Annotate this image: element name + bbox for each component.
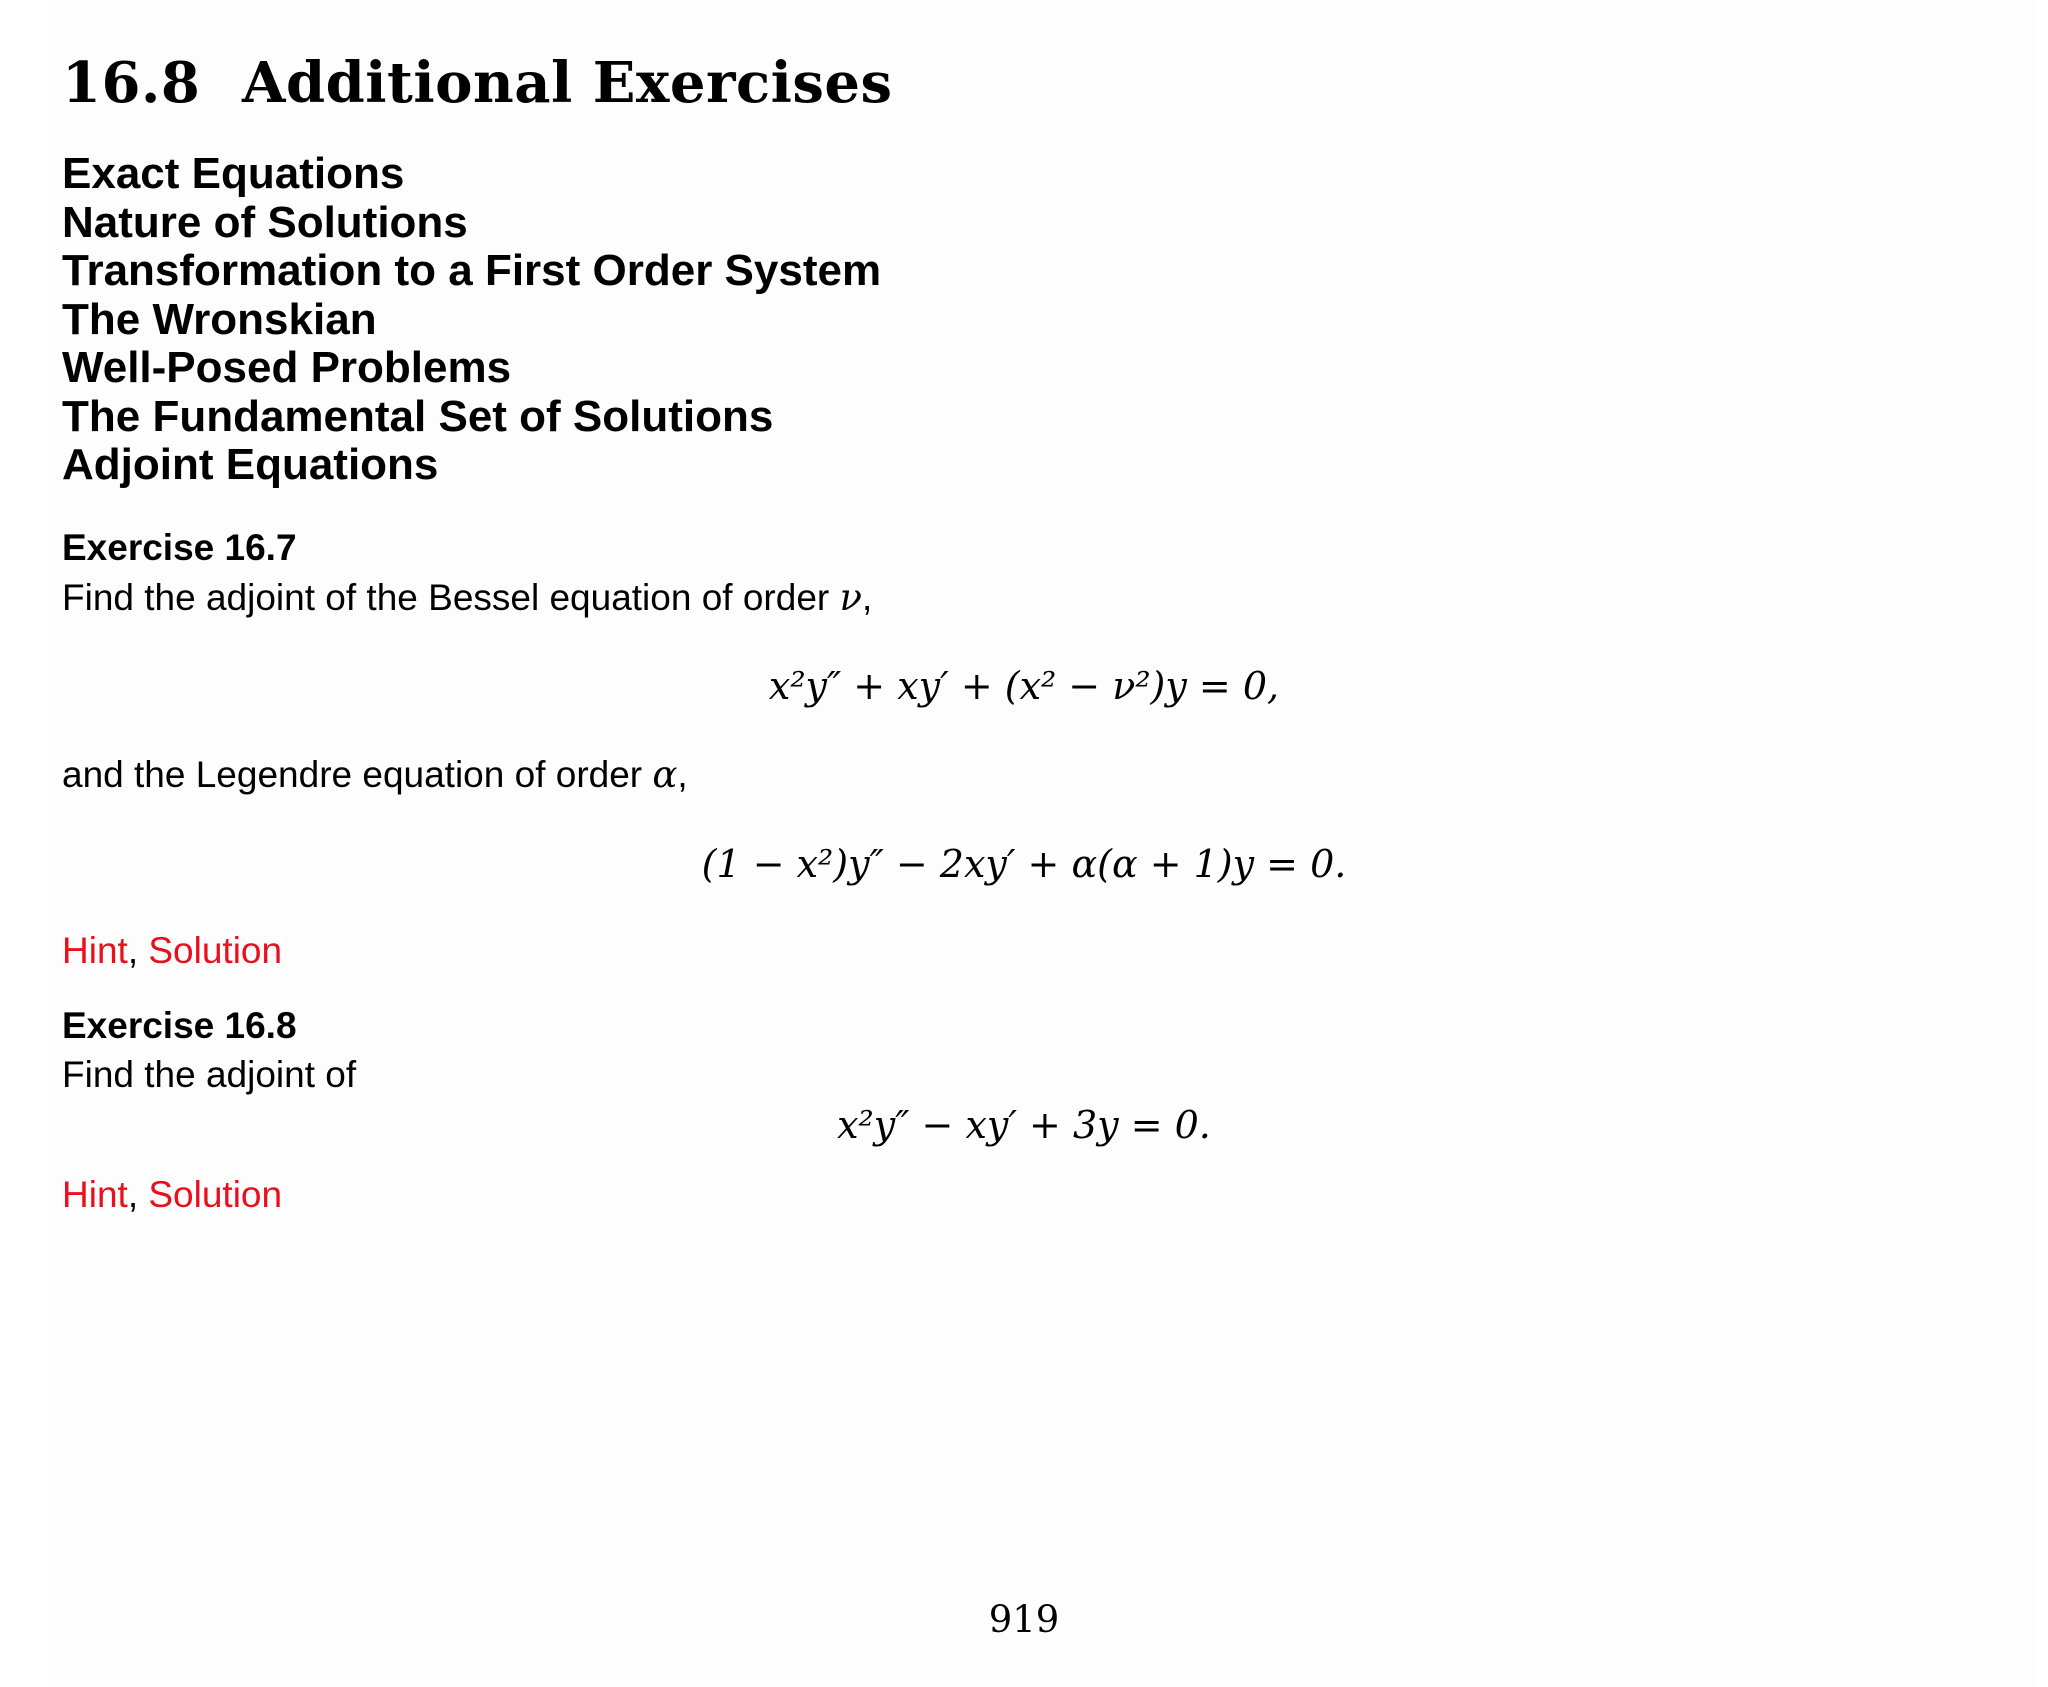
order-symbol-nu: ν <box>839 576 863 619</box>
solution-link[interactable]: Solution <box>148 930 283 971</box>
section-number: 16.8 <box>62 50 201 116</box>
solution-link[interactable]: Solution <box>148 1174 283 1215</box>
topic-list <box>62 150 881 490</box>
topic-item: Nature of Solutions <box>62 197 468 247</box>
bessel-equation: x²y″ + xy′ + (x² − ν²)y = 0, <box>768 664 1280 708</box>
link-separator: , <box>127 1174 139 1215</box>
link-separator: , <box>127 930 139 971</box>
hint-link[interactable]: Hint <box>62 930 128 971</box>
section-title <box>62 50 893 116</box>
exercise-16-7-heading: Exercise 16.7 <box>62 527 297 568</box>
intro-punctuation: , <box>862 577 873 618</box>
topic-item: Adjoint Equations <box>62 440 439 489</box>
order-symbol-alpha: α <box>652 753 678 796</box>
exercise-16-8-equation: x²y″ − xy′ + 3y = 0. <box>837 1103 1211 1147</box>
section-title-text: Additional Exercises <box>242 50 893 116</box>
topic-item: Exact Equations <box>62 149 405 198</box>
exercise-16-7-middle <box>62 753 688 796</box>
legendre-equation: (1 − x²)y″ − 2xy′ + α(α + 1)y = 0. <box>701 842 1347 886</box>
middle-punctuation: , <box>677 754 688 795</box>
exercise-16-7-intro <box>62 576 872 619</box>
topic-item: Well-Posed Problems <box>62 343 512 392</box>
exercise-16-8-intro: Find the adjoint of <box>62 1054 357 1095</box>
exercise-16-7-intro-text: Find the adjoint of the Bessel equation of order <box>62 577 830 618</box>
topic-item: Transformation to a First Order System <box>62 246 882 295</box>
exercise-16-7-middle-text: and the Legendre equation of order <box>62 754 643 795</box>
exercise-16-8-links <box>62 1174 282 1216</box>
topic-item: The Wronskian <box>62 294 377 344</box>
hint-link[interactable]: Hint <box>62 1174 128 1215</box>
topic-item: The Fundamental Set of Solutions <box>62 391 774 441</box>
exercise-16-8-heading: Exercise 16.8 <box>62 1005 297 1046</box>
page-number: 919 <box>988 1598 1060 1641</box>
exercise-16-7-links <box>62 930 282 972</box>
